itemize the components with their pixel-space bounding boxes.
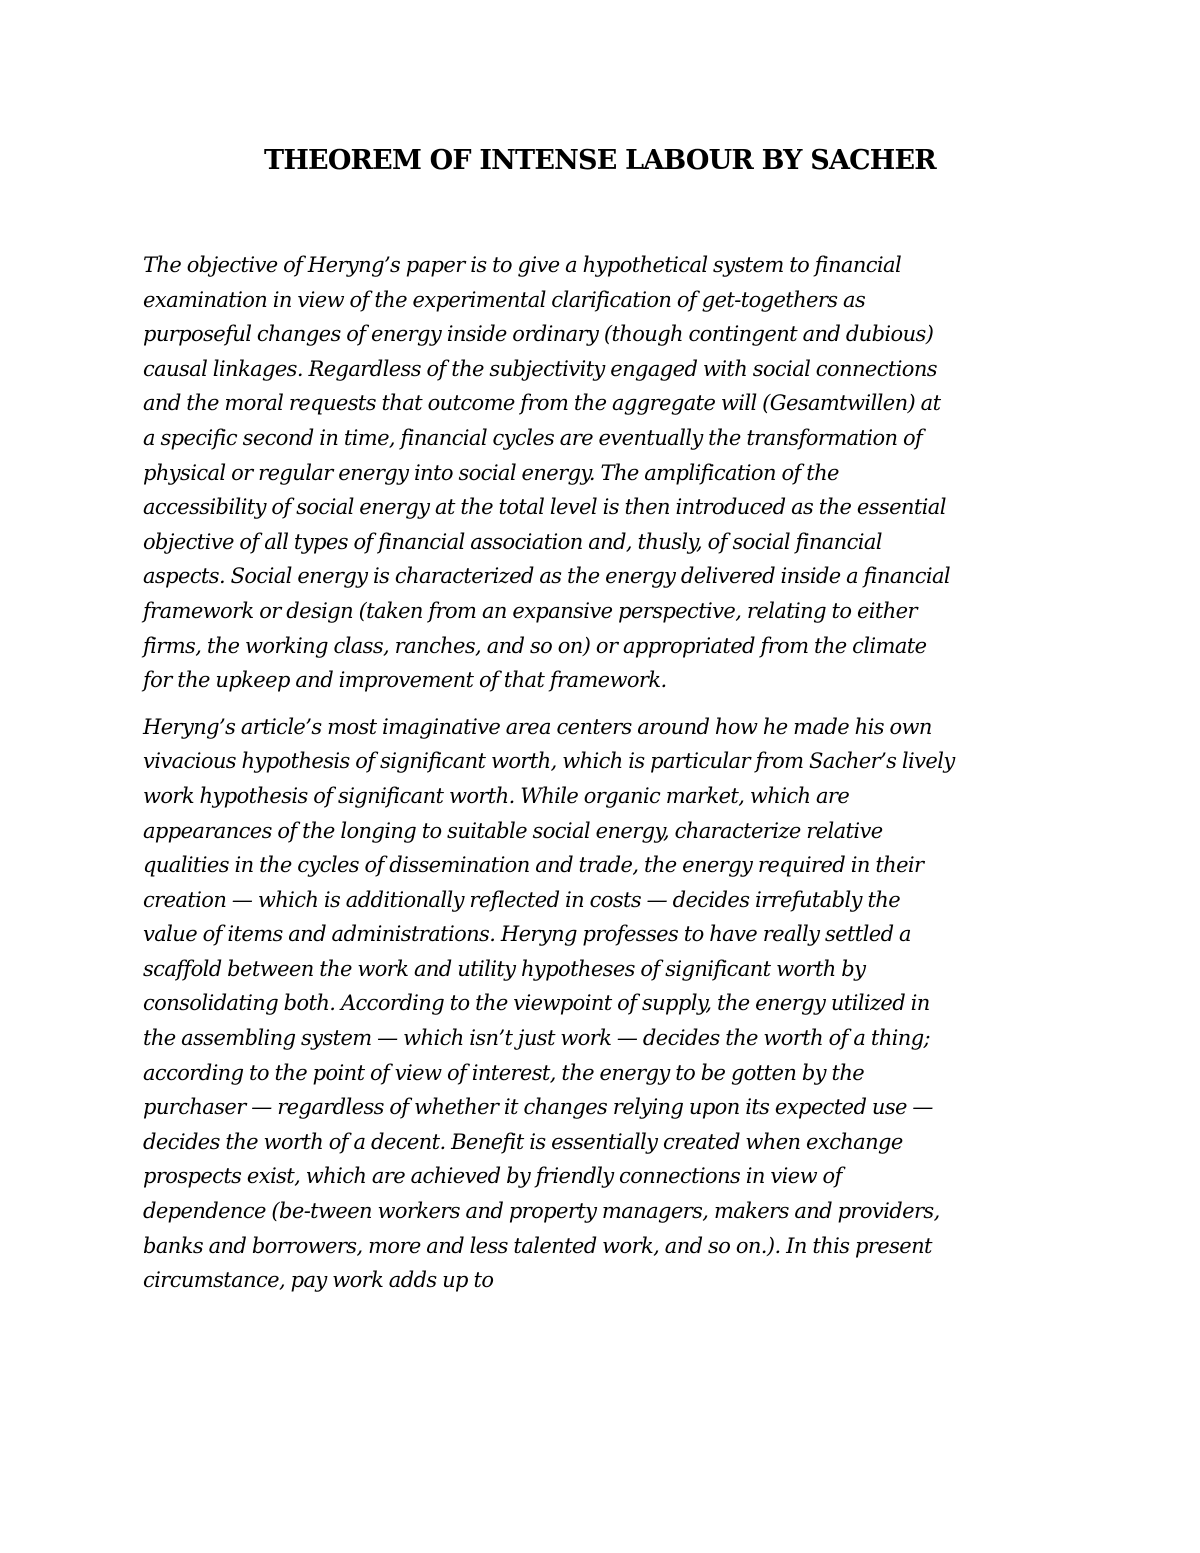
paragraph-line: work hypothesis of significant worth. While organic market, which are xyxy=(143,783,850,808)
paragraph-line: firms, the working class, ranches, and so on) or appropriated from the climate xyxy=(143,633,927,658)
paragraph-line: objective of all types of financial association and, thusly, of social financial xyxy=(143,529,882,554)
paragraph-line: dependence (be-tween workers and property managers, makers and providers, xyxy=(143,1199,940,1224)
paragraph-line: consolidating both. According to the viewpoint of supply, the energy utilized in xyxy=(143,991,930,1016)
paragraph-line: qualities in the cycles of dissemination and trade, the energy required in their xyxy=(143,853,924,878)
paragraph-line: causal linkages. Regardless of the subjectivity engaged with social connections xyxy=(143,356,937,381)
paragraph-line: scaffold between the work and utility hypotheses of significant worth by xyxy=(143,956,866,981)
paragraph-line: Heryng’s article’s most imaginative area centers around how he made his own xyxy=(143,714,932,739)
paragraph-line: vivacious hypothesis of significant worth, which is particular from Sacher’s lively xyxy=(143,749,955,774)
paragraph-line: aspects. Social energy is characterized as the energy delivered inside a financial xyxy=(143,564,951,589)
paragraph-line: appearances of the longing to suitable social energy, characterize relative xyxy=(143,818,883,843)
paragraph-line: banks and borrowers, more and less talented work, and so on.). In this present xyxy=(143,1233,932,1258)
paragraph-line: accessibility of social energy at the total level is then introduced as the essential xyxy=(143,495,946,520)
paragraph-line: framework or design (taken from an expansive perspective, relating to either xyxy=(143,598,917,623)
paragraph-line: decides the worth of a decent. Benefit is essentially created when exchange xyxy=(143,1129,903,1154)
paragraph-line: circumstance, pay work adds up to xyxy=(143,1268,494,1293)
paragraph-line: physical or regular energy into social energy. The amplification of the xyxy=(143,460,839,485)
paragraph-line: a specific second in time, financial cycles are eventually the transformation of xyxy=(143,425,923,450)
paragraph-line: examination in view of the experimental clarification of get-togethers as xyxy=(143,287,866,312)
paragraph-line: according to the point of view of interest, the energy to be gotten by the xyxy=(143,1060,865,1085)
paragraph-line: and the moral requests that outcome from the aggregate will (Gesamtwillen) at xyxy=(143,391,941,416)
document-title: THEOREM OF INTENSE LABOUR BY SACHER xyxy=(264,145,936,176)
paragraph-line: purchaser — regardless of whether it changes relying upon its expected use — xyxy=(143,1095,933,1120)
document-body xyxy=(143,248,1059,1310)
paragraph-line: for the upkeep and improvement of that framework. xyxy=(143,668,667,693)
paragraph-line: purposeful changes of energy inside ordinary (though contingent and dubious) xyxy=(143,322,934,347)
paragraph-line: creation — which is additionally reflected in costs — decides irrefutably the xyxy=(143,887,901,912)
body-paragraph xyxy=(143,710,1059,1298)
paragraph-line: prospects exist, which are achieved by friendly connections in view of xyxy=(143,1164,842,1189)
paragraph-line: The objective of Heryng’s paper is to give a hypothetical system to financial xyxy=(143,253,902,277)
paragraph-line: the assembling system — which isn’t just work — decides the worth of a thing; xyxy=(143,1026,931,1051)
paragraph-line: value of items and administrations. Heryng professes to have really settled a xyxy=(143,922,911,947)
body-paragraph xyxy=(143,248,1059,698)
